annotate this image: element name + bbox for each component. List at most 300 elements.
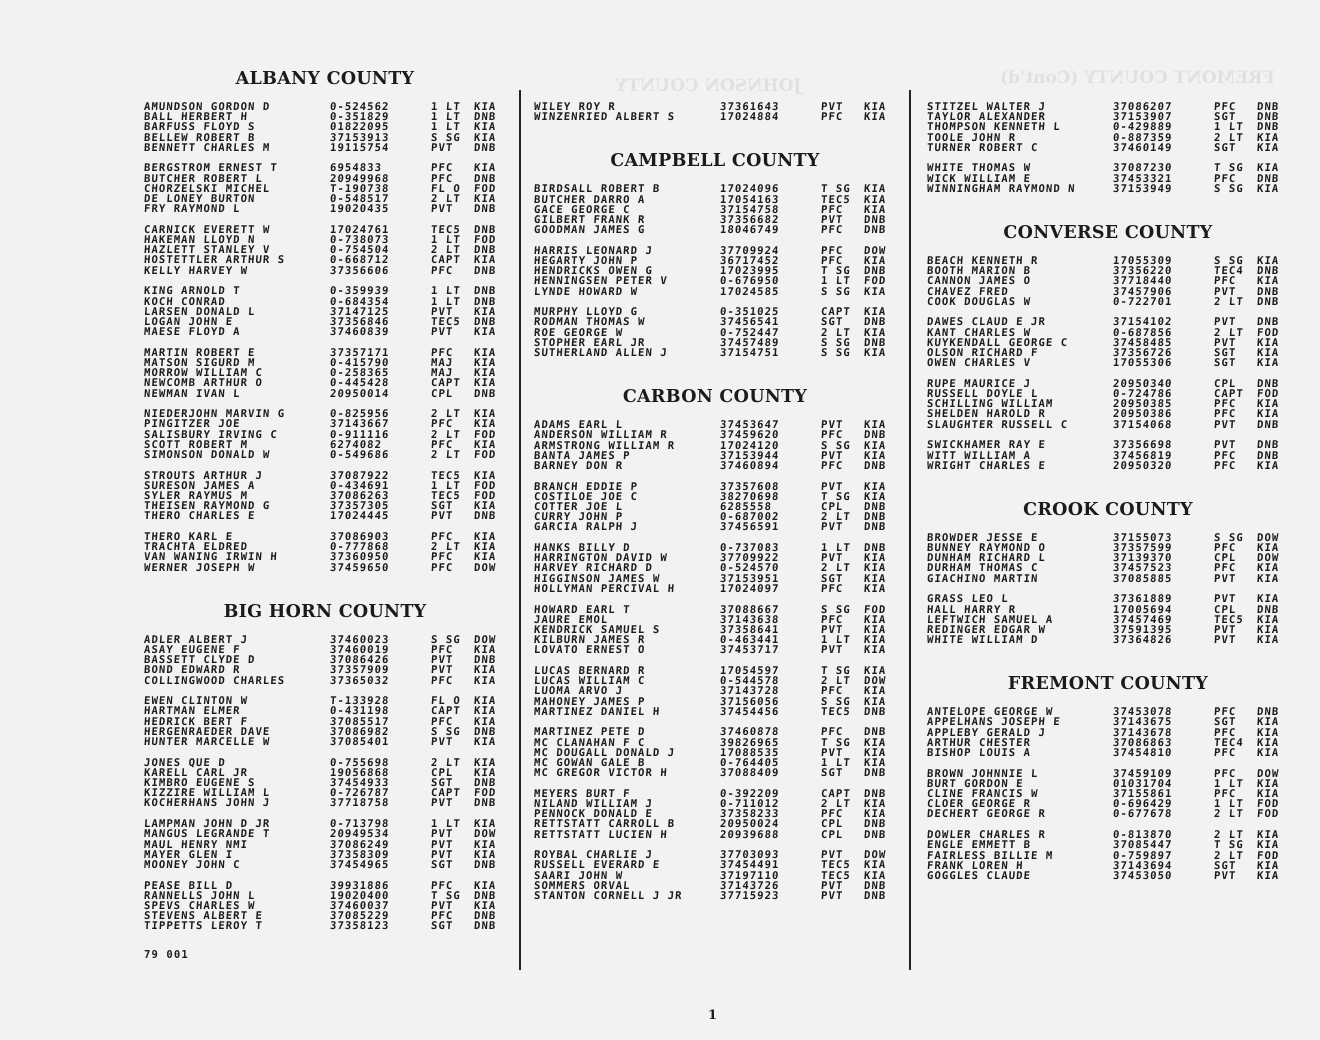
casualty-name: RANNELLS JOHN L: [143, 889, 256, 902]
casualty-row: [144, 563, 507, 573]
entry-group: [927, 163, 1289, 194]
casualty-name: NIEDERJOHN MARVIN G: [143, 408, 286, 421]
serial-number: 37456541: [719, 316, 780, 329]
status-code: KIA: [473, 736, 497, 748]
casualty-name: BOND EDWARD R: [143, 664, 242, 677]
status-code: KIA: [863, 285, 887, 298]
casualty-name: TRACHTA ELDRED: [143, 541, 249, 554]
casualty-row: [144, 378, 507, 388]
status-code: DNB: [473, 295, 497, 308]
serial-number: 0-524562: [329, 101, 390, 113]
rank: PFC: [820, 459, 844, 472]
status-code: KIA: [1256, 562, 1280, 575]
casualty-row: [927, 420, 1290, 430]
serial-number: 0-724786: [1112, 388, 1173, 401]
casualty-name: SPEVS CHARLES W: [143, 899, 256, 912]
status-code: FOD: [1256, 849, 1280, 862]
entry-group: [927, 440, 1289, 471]
rank: SGT: [1213, 357, 1237, 370]
status-code: DNB: [473, 285, 497, 298]
status-code: KIA: [1256, 788, 1280, 801]
status-code: DOW: [473, 561, 497, 574]
rank: PFC: [430, 879, 454, 892]
status-code: DNB: [1256, 603, 1280, 616]
rank: CPL: [430, 766, 454, 779]
status-code: DNB: [863, 726, 887, 739]
rank: PVT: [430, 664, 454, 677]
entry-group: [927, 256, 1289, 307]
serial-number: 37460023: [329, 633, 390, 646]
casualty-name: ANDERSON WILLIAM R: [533, 429, 669, 442]
status-code: DOW: [863, 244, 887, 257]
serial-number: 37153913: [329, 131, 390, 144]
casualty-name: COLLINGWOOD CHARLES: [143, 674, 286, 687]
status-code: DNB: [473, 920, 497, 933]
entry-group: [534, 307, 896, 358]
entry-group: [534, 543, 896, 594]
entry-group: [534, 789, 896, 840]
status-code: DOW: [1256, 552, 1280, 565]
status-code: FOD: [863, 603, 887, 616]
serial-number: 37156056: [719, 695, 780, 708]
rank: PFC: [430, 438, 454, 451]
serial-number: 0-415790: [329, 356, 390, 369]
county-heading: CROOK COUNTY: [1023, 499, 1193, 520]
serial-number: 37088409: [719, 767, 780, 780]
status-code: KIA: [863, 572, 887, 585]
status-code: KIA: [473, 644, 497, 656]
casualty-name: HENDRICKS OWEN G: [533, 265, 654, 278]
casualty-name: CLOER GEORGE R: [926, 798, 1032, 811]
rank: SGT: [1213, 859, 1237, 872]
status-code: KIA: [863, 736, 887, 749]
rank: PVT: [820, 101, 844, 113]
entry-group: [534, 246, 896, 297]
status-code: KIA: [473, 756, 497, 769]
status-code: FOD: [1256, 808, 1280, 821]
status-code: DNB: [473, 910, 497, 923]
rank: 2 LT: [1213, 295, 1245, 308]
casualty-row: [927, 358, 1290, 368]
rank: 2 LT: [1213, 326, 1245, 339]
serial-number: 0-722701: [1112, 295, 1173, 308]
footer-code: 79 001: [144, 949, 189, 961]
status-code: KIA: [1256, 747, 1280, 759]
serial-number: 37086207: [1112, 101, 1173, 113]
entry-group: [534, 102, 896, 122]
rank: CAPT: [820, 306, 852, 319]
rank: 2 LT: [1213, 829, 1245, 842]
casualty-name: REDINGER EDGAR W: [926, 623, 1047, 636]
status-code: DNB: [863, 879, 887, 892]
status-code: DNB: [863, 501, 887, 513]
rank: PFC: [1213, 275, 1237, 288]
casualty-name: MC CLANAHAN F C: [533, 736, 646, 749]
serial-number: 37459620: [719, 429, 780, 442]
casualty-name: CANNON JAMES O: [926, 275, 1032, 288]
serial-number: 0-429889: [1112, 121, 1173, 134]
casualty-row: [144, 389, 507, 399]
status-code: DNB: [863, 224, 887, 237]
casualty-name: SOMMERS ORVAL: [533, 879, 632, 892]
casualty-name: LOVATO ERNEST O: [533, 644, 646, 657]
casualty-row: [144, 450, 507, 460]
casualty-name: LEFTWICH SAMUEL A: [926, 613, 1054, 626]
serial-number: 39931886: [329, 879, 390, 892]
status-code: DNB: [863, 767, 887, 780]
status-code: KIA: [863, 439, 887, 452]
status-code: KIA: [1256, 736, 1280, 749]
rank: 2 LT: [430, 408, 462, 421]
rank: 2 LT: [430, 193, 462, 205]
county-heading: FREMONT COUNTY: [1007, 674, 1209, 695]
casualty-name: GOODMAN JAMES G: [533, 224, 646, 237]
status-code: KIA: [473, 705, 497, 718]
casualty-name: JAURE EMOL: [533, 613, 609, 626]
status-code: KIA: [863, 419, 887, 432]
status-code: KIA: [863, 111, 887, 124]
casualty-name: BUTCHER DARRO A: [533, 193, 646, 206]
serial-number: 37154751: [719, 347, 780, 359]
casualty-name: GOGGLES CLAUDE: [926, 869, 1032, 882]
serial-number: 37361889: [1112, 593, 1173, 606]
casualty-row: [144, 511, 507, 521]
rank: SGT: [430, 858, 454, 871]
serial-number: 17024096: [719, 183, 780, 196]
entry-group: [927, 533, 1289, 584]
rank: 2 LT: [820, 511, 852, 524]
casualty-name: WINNINGHAM RAYMOND N: [926, 182, 1076, 195]
rank: PFC: [430, 418, 454, 431]
status-code: KIA: [1256, 182, 1280, 195]
casualty-name: RUSSELL EVERARD E: [533, 859, 661, 872]
casualty-name: BRANCH EDDIE P: [533, 480, 639, 493]
casualty-name: STOPHER EARL JR: [533, 336, 646, 349]
status-code: KIA: [473, 674, 497, 687]
rank: PFC: [1213, 172, 1237, 185]
status-code: KIA: [1256, 839, 1280, 852]
county-section: [927, 62, 1289, 194]
status-code: KIA: [863, 203, 887, 216]
status-code: KIA: [473, 121, 497, 134]
status-code: KIA: [863, 480, 887, 493]
status-code: KIA: [1256, 408, 1280, 421]
rank: PFC: [430, 561, 454, 574]
rank: PFC: [430, 172, 454, 185]
rank: T SG: [820, 265, 852, 278]
rank: PFC: [430, 674, 454, 687]
serial-number: 37155861: [1112, 788, 1173, 801]
casualty-name: CARNICK EVERETT W: [143, 223, 271, 236]
casualty-name: BASSETT CLYDE D: [143, 654, 256, 667]
entry-group: [144, 163, 506, 214]
rank: PVT: [430, 141, 454, 154]
serial-number: 6285558: [719, 501, 773, 513]
serial-number: 37460019: [329, 644, 390, 656]
casualty-row: [534, 287, 897, 297]
entry-group: [927, 769, 1289, 820]
status-code: DOW: [1256, 767, 1280, 780]
status-code: KIA: [473, 254, 497, 267]
casualty-name: ASAY EUGENE F: [143, 644, 242, 656]
casualty-row: [927, 809, 1290, 819]
casualty-name: LYNDE HOWARD W: [533, 285, 639, 298]
status-code: KIA: [1256, 357, 1280, 370]
serial-number: 37454810: [1112, 747, 1173, 759]
entry-group: [144, 881, 506, 932]
status-code: DNB: [863, 521, 887, 534]
status-code: KIA: [473, 377, 497, 390]
serial-number: 0-738073: [329, 234, 390, 247]
rank: PFC: [820, 224, 844, 237]
status-code: DOW: [473, 633, 497, 646]
status-code: FOD: [473, 428, 497, 441]
rank: PVT: [430, 797, 454, 810]
casualty-name: APPELHANS JOSEPH E: [926, 716, 1062, 729]
rank: PVT: [820, 746, 844, 759]
serial-number: 0-676950: [719, 275, 780, 288]
casualty-name: HANKS BILLY D: [533, 542, 632, 555]
casualty-row: [534, 891, 897, 901]
status-code: DNB: [473, 223, 497, 236]
status-code: FOD: [1256, 388, 1280, 401]
status-code: KIA: [473, 766, 497, 779]
casualty-name: FRANK LOREN H: [926, 859, 1025, 872]
serial-number: 37143678: [1112, 726, 1173, 739]
serial-number: 37364826: [1112, 634, 1173, 647]
casualty-name: ARMSTRONG WILLIAM R: [533, 439, 676, 452]
serial-number: 37143726: [719, 879, 780, 892]
casualty-name: KARELL CARL JR: [143, 766, 249, 779]
status-code: DNB: [863, 213, 887, 226]
rank: PVT: [430, 838, 454, 851]
rank: S SG: [820, 439, 852, 452]
rank: CAPT: [430, 787, 462, 800]
status-code: KIA: [863, 756, 887, 769]
casualty-name: OLSON RICHARD F: [926, 347, 1039, 359]
status-code: KIA: [1256, 336, 1280, 349]
casualty-name: LUCAS BERNARD R: [533, 664, 646, 677]
entry-group: [144, 348, 506, 399]
status-code: KIA: [863, 490, 887, 503]
status-code: DNB: [473, 111, 497, 124]
casualty-name: SURESON JAMES A: [143, 479, 256, 492]
casualty-name: LOGAN JOHN E: [143, 315, 234, 328]
serial-number: 39826965: [719, 736, 780, 749]
serial-number: 17024884: [719, 111, 780, 124]
rank: CPL: [430, 387, 454, 400]
rank: PFC: [820, 685, 844, 698]
county-section: [927, 493, 1289, 645]
rank: PFC: [1213, 398, 1237, 411]
rank: 2 LT: [430, 541, 462, 554]
status-code: FOD: [863, 275, 887, 288]
serial-number: 19020400: [329, 889, 390, 902]
serial-number: 37358123: [329, 920, 390, 933]
casualty-name: HOWARD EARL T: [533, 603, 632, 616]
serial-number: 37459650: [329, 561, 390, 574]
serial-number: 37453078: [1112, 706, 1173, 719]
rank: PVT: [430, 305, 454, 318]
status-code: KIA: [1256, 777, 1280, 790]
rank: CAPT: [430, 254, 462, 267]
rank: PVT: [820, 419, 844, 432]
status-code: KIA: [1256, 613, 1280, 626]
casualty-name: KUYKENDALL GEORGE C: [926, 336, 1069, 349]
status-code: FOD: [473, 490, 497, 502]
casualty-name: MAHONEY JAMES P: [533, 695, 646, 708]
status-code: KIA: [1256, 347, 1280, 359]
rank: S SG: [430, 131, 462, 144]
casualty-name: HENNINGSEN PETER V: [533, 275, 669, 288]
rank: 1 LT: [820, 275, 852, 288]
serial-number: 37154758: [719, 203, 780, 216]
rank: PFC: [820, 429, 844, 442]
rank: 1 LT: [820, 542, 852, 555]
serial-number: 0-813870: [1112, 829, 1173, 842]
serial-number: 17023995: [719, 265, 780, 278]
rank: T SG: [430, 889, 462, 902]
status-code: KIA: [473, 418, 497, 431]
rank: PVT: [1213, 336, 1237, 349]
casualty-name: NILAND WILLIAM J: [533, 798, 654, 810]
rank: PVT: [430, 326, 454, 339]
casualty-row: [927, 574, 1290, 584]
serial-number: 0-755698: [329, 756, 390, 769]
rank: PVT: [1213, 634, 1237, 647]
serial-number: 37356220: [1112, 265, 1173, 278]
rank: 1 LT: [430, 818, 462, 831]
casualty-name: NEWCOMB ARTHUR O: [143, 377, 264, 390]
rank: S SG: [820, 336, 852, 349]
rank: SGT: [1213, 347, 1237, 359]
serial-number: 37154102: [1112, 316, 1173, 329]
serial-number: 0-434691: [329, 479, 390, 492]
status-code: DNB: [863, 429, 887, 442]
rank: 2 LT: [820, 326, 852, 339]
casualty-row: [534, 768, 897, 778]
status-code: FOD: [473, 234, 497, 247]
casualty-name: KIMBRO EUGENE S: [143, 777, 256, 790]
rank: CAPT: [820, 787, 852, 800]
serial-number: 17088535: [719, 746, 780, 759]
rank: PFC: [820, 808, 844, 821]
entry-group: [534, 605, 896, 656]
status-code: DNB: [473, 387, 497, 400]
casualty-name: FRY RAYMOND L: [143, 203, 242, 216]
casualty-name: HEDRICK BERT F: [143, 715, 249, 728]
serial-number: 20950340: [1112, 377, 1173, 390]
status-code: DNB: [473, 889, 497, 902]
serial-number: 0-711012: [719, 798, 780, 810]
casualty-name: RUPE MAURICE J: [926, 377, 1032, 390]
rank: PFC: [430, 715, 454, 728]
serial-number: 19056868: [329, 766, 390, 779]
rank: 2 LT: [1213, 808, 1245, 821]
status-code: KIA: [473, 408, 497, 421]
rank: TEC5: [1213, 613, 1245, 626]
serial-number: 37143638: [719, 613, 780, 626]
serial-number: 20950386: [1112, 408, 1173, 421]
status-code: FOD: [473, 787, 497, 800]
entry-group: [534, 482, 896, 533]
status-code: DOW: [863, 675, 887, 688]
rank: 2 LT: [1213, 849, 1245, 862]
status-code: KIA: [473, 818, 497, 831]
entry-group: [144, 409, 506, 460]
casualty-name: WICK WILLIAM E: [926, 172, 1032, 185]
casualty-name: DE LONEY BURTON: [143, 193, 256, 205]
serial-number: 37085447: [1112, 839, 1173, 852]
rank: SGT: [1213, 716, 1237, 729]
column-1: [144, 62, 506, 942]
serial-number: 37460037: [329, 899, 390, 912]
status-code: DNB: [1256, 101, 1280, 113]
serial-number: 0-668712: [329, 254, 390, 267]
serial-number: 37153949: [1112, 182, 1173, 195]
casualty-name: WINZENRIED ALBERT S: [533, 111, 676, 124]
status-code: KIA: [473, 101, 497, 113]
status-code: KIA: [863, 808, 887, 821]
rank: PFC: [820, 111, 844, 124]
casualty-name: COSTILOE JOE C: [533, 490, 639, 503]
serial-number: 20950385: [1112, 398, 1173, 411]
rank: T SG: [820, 664, 852, 677]
casualty-row: [927, 635, 1290, 645]
rank: 2 LT: [820, 798, 852, 810]
serial-number: 37709924: [719, 244, 780, 257]
casualty-name: KELLY HARVEY W: [143, 264, 249, 277]
serial-number: 37356698: [1112, 439, 1173, 452]
status-code: DOW: [863, 849, 887, 862]
casualty-name: SYLER RAYMUS M: [143, 490, 249, 502]
status-code: KIA: [473, 438, 497, 451]
rank: FL O: [430, 695, 462, 708]
status-code: KIA: [863, 449, 887, 462]
rank: PVT: [820, 480, 844, 493]
status-code: FOD: [473, 182, 497, 195]
status-code: KIA: [1256, 572, 1280, 585]
entry-group: [927, 102, 1289, 153]
serial-number: 37143694: [1112, 859, 1173, 872]
casualty-name: FAIRLESS BILLIE M: [926, 849, 1054, 862]
casualty-name: KILBURN JAMES R: [533, 634, 646, 647]
entry-group: [534, 666, 896, 717]
serial-number: 18046749: [719, 224, 780, 237]
rank: CPL: [1213, 377, 1237, 390]
casualty-name: MAESE FLOYD A: [143, 326, 242, 339]
bleed-through-text: FREMONT COUNTY (Cont'd): [1000, 68, 1275, 88]
rank: TEC5: [430, 315, 462, 328]
serial-number: 17024761: [329, 223, 390, 236]
casualty-name: RETTSTATT CARROLL B: [533, 818, 676, 831]
status-code: KIA: [1256, 542, 1280, 555]
status-code: KIA: [1256, 634, 1280, 647]
casualty-name: PEASE BILL D: [143, 879, 234, 892]
rank: TEC5: [820, 859, 852, 872]
casualty-name: CURRY JOHN P: [533, 511, 624, 524]
serial-number: 37458485: [1112, 336, 1173, 349]
casualty-name: MARTINEZ DANIEL H: [533, 705, 661, 718]
entry-group: [144, 286, 506, 337]
status-code: KIA: [473, 193, 497, 205]
serial-number: 37718758: [329, 797, 390, 810]
casualty-name: MORROW WILLIAM C: [143, 367, 264, 380]
serial-number: 01822095: [329, 121, 390, 134]
casualty-name: KOCH CONRAD: [143, 295, 227, 308]
status-code: KIA: [1256, 716, 1280, 729]
status-code: KIA: [863, 746, 887, 759]
